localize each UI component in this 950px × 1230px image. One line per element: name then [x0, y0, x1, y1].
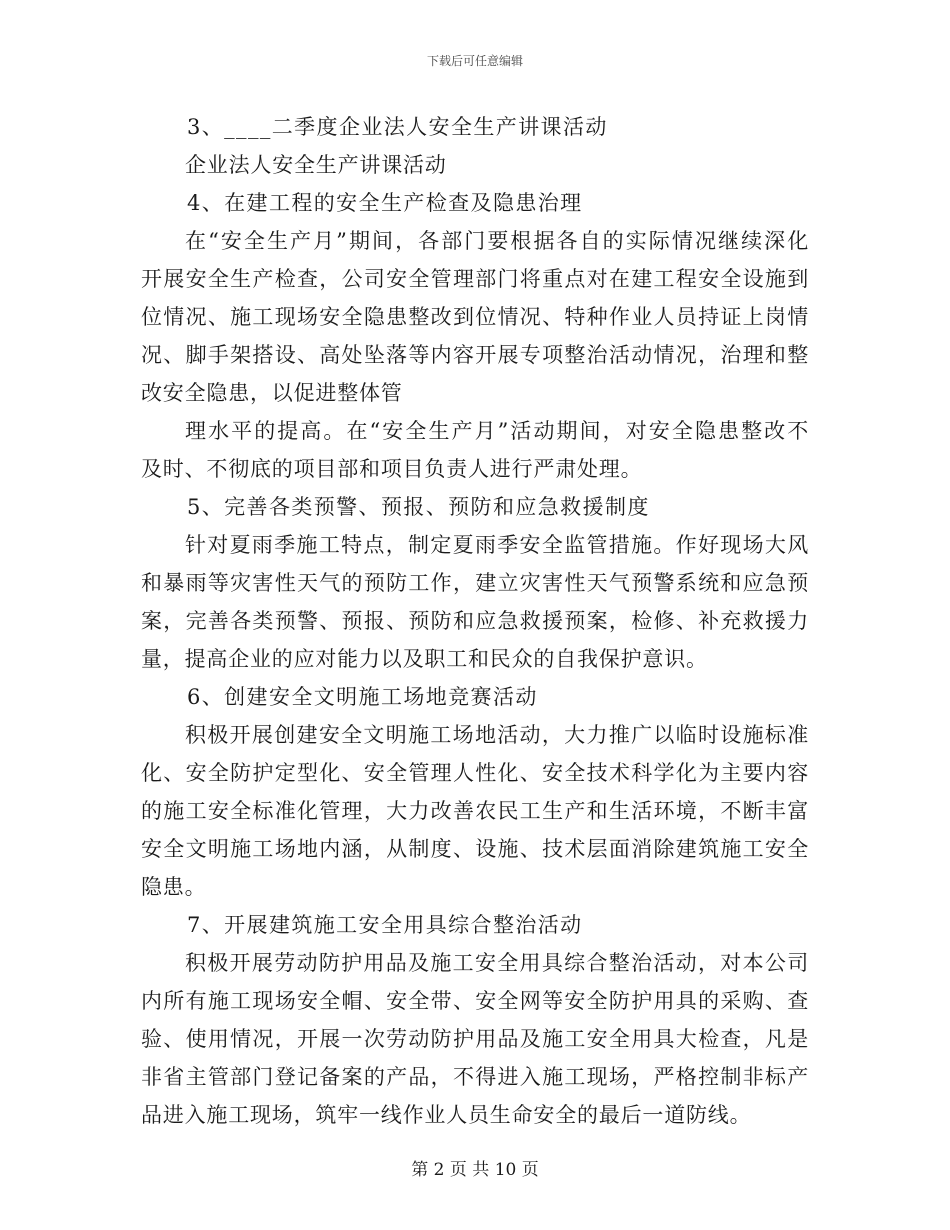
section-6-para-line: 化、安全防护定型化、安全管理人性化、安全技术科学化为主要内容	[141, 761, 809, 785]
section-3-text: 企业法人安全生产讲课活动	[185, 153, 447, 177]
section-4-para-1-line: 改安全隐患，以促进整体管	[141, 381, 403, 405]
section-7-para-line: 品进入施工现场，筑牢一线作业人员生命安全的最后一道防线。	[141, 1103, 752, 1127]
section-5-para-line: 量，提高企业的应对能力以及职工和民众的自我保护意识。	[141, 647, 708, 671]
section-7-para-line: 内所有施工现场安全帽、安全带、安全网等安全防护用具的采购、查	[141, 989, 809, 1013]
section-7-heading: 7、开展建筑施工安全用具综合整治活动	[187, 913, 583, 937]
section-6-para-line: 隐患。	[141, 875, 207, 899]
section-6-para-line: 的施工安全标准化管理，大力改善农民工生产和生活环境，不断丰富	[141, 799, 809, 823]
section-6-para-line: 安全文明施工场地内涵，从制度、设施、技术层面消除建筑施工安全	[141, 837, 809, 861]
section-3-heading: 3、____二季度企业法人安全生产讲课活动	[187, 115, 608, 139]
page-number-footer: 第 2 页 共 10 页	[411, 1160, 539, 1180]
section-4-para-1-line: 况、脚手架搭设、高处坠落等内容开展专项整治活动情况，治理和整	[141, 343, 809, 367]
section-6-para-line: 积极开展创建安全文明施工场地活动，大力推广以临时设施标准	[185, 723, 809, 747]
section-4-para-2-line: 及时、不彻底的项目部和项目负责人进行严肃处理。	[141, 457, 643, 481]
section-5-heading: 5、完善各类预警、预报、预防和应急救援制度	[187, 495, 650, 519]
section-4-para-2-line: 理水平的提高。在“安全生产月”活动期间，对安全隐患整改不	[185, 419, 809, 443]
section-5-para-line: 和暴雨等灾害性天气的预防工作，建立灾害性天气预警系统和应急预	[141, 571, 809, 595]
section-7-para-line: 非省主管部门登记备案的产品，不得进入施工现场，严格控制非标产	[141, 1065, 809, 1089]
section-5-para-line: 针对夏雨季施工特点，制定夏雨季安全监管措施。作好现场大风	[185, 533, 809, 557]
section-5-para-line: 案，完善各类预警、预报、预防和应急救援预案，检修、补充救援力	[141, 609, 809, 633]
section-6-heading: 6、创建安全文明施工场地竞赛活动	[187, 685, 538, 709]
section-7-para-line: 积极开展劳动防护用品及施工安全用具综合整治活动，对本公司	[185, 951, 809, 975]
section-4-para-1-line: 开展安全生产检查，公司安全管理部门将重点对在建工程安全设施到	[141, 267, 809, 291]
section-7-para-line: 验、使用情况，开展一次劳动防护用品及施工安全用具大检查，凡是	[141, 1027, 809, 1051]
document-body	[141, 108, 809, 1134]
section-4-heading: 4、在建工程的安全生产检查及隐患治理	[187, 191, 583, 215]
section-4-para-1-line: 位情况、施工现场安全隐患整改到位情况、特种作业人员持证上岗情	[141, 305, 809, 329]
header-note: 下载后可任意编辑	[426, 54, 523, 68]
section-4-para-1-line: 在“安全生产月”期间，各部门要根据各自的实际情况继续深化	[185, 229, 809, 253]
